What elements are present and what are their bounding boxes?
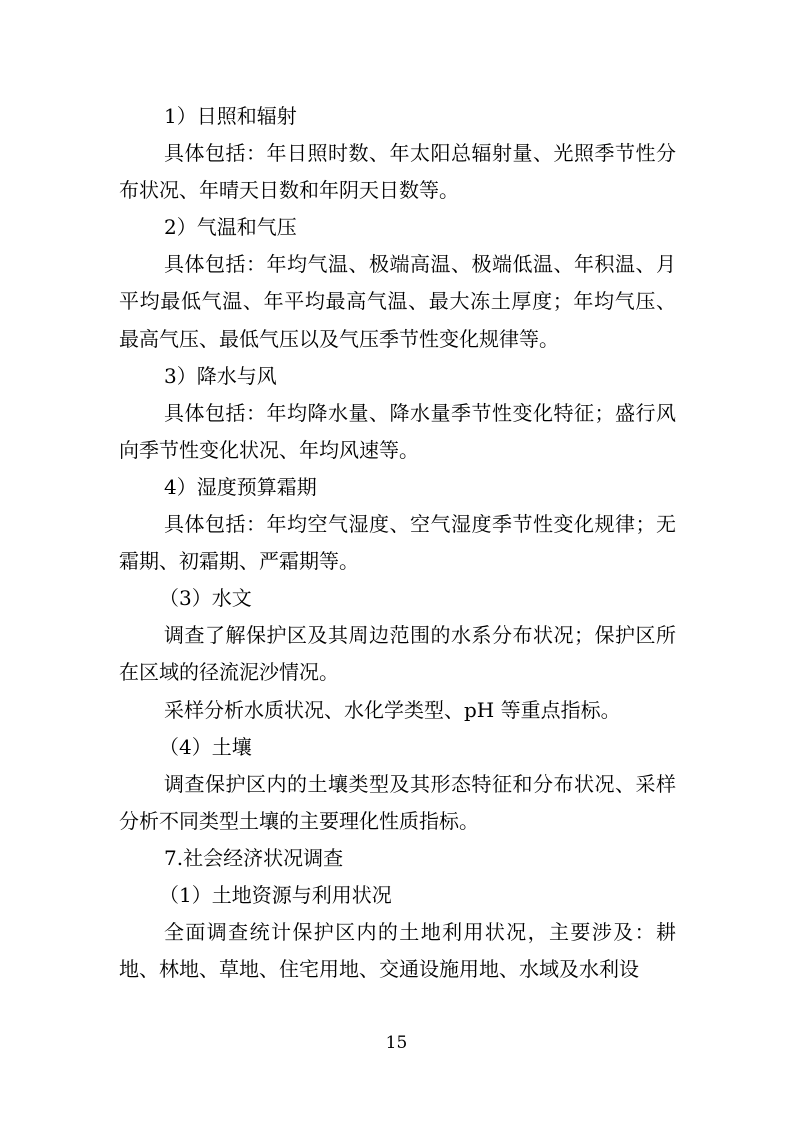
paragraph-precipitation-wind-details: 具体包括：年均降水量、降水量季节性变化特征；盛行风向季节性变化状况、年均风速等。 — [119, 400, 676, 462]
paragraph-soil-survey: 调查保护区内的土壤类型及其形态特征和分布状况、采样分析不同类型土壤的主要理化性质指标。 — [119, 771, 676, 833]
section-heading-hydrology: （3）水文 — [159, 586, 252, 611]
paragraph-temperature-pressure-details: 具体包括：年均气温、极端高温、极端低温、年积温、月平均最低气温、年平均最高气温、最大冻土厚度；年均气压、最高气压、最低气压以及气压季节性变化规律等。 — [119, 252, 676, 351]
subheading-sunshine: 1）日照和辐射 — [164, 104, 297, 128]
section-heading-soil: （4）土壤 — [159, 734, 252, 759]
paragraph-humidity-frost-details: 具体包括：年均空气湿度、空气湿度季节性变化规律；无霜期、初霜期、严霜期等。 — [119, 512, 676, 574]
subheading-precipitation-wind: 3）降水与风 — [164, 363, 277, 388]
paragraph-land-use: 全面调查统计保护区内的土地利用状况，主要涉及：耕地、林地、草地、住宅用地、交通设施用地、水域及水利设 — [119, 920, 676, 982]
page-number: 15 — [385, 1033, 408, 1053]
chapter-heading-socioeconomic: 7.社会经济状况调查 — [164, 845, 344, 870]
paragraph-water-quality: 采样分析水质状况、水化学类型、pH 等重点指标。 — [164, 697, 621, 722]
subheading-temperature-pressure: 2）气温和气压 — [164, 215, 297, 240]
paragraph-sunshine-details: 具体包括：年日照时数、年太阳总辐射量、光照季节性分布状况、年晴天日数和年阴天日数等。 — [119, 141, 676, 203]
document-body — [119, 98, 676, 988]
subheading-humidity-frost: 4）湿度预算霜期 — [164, 474, 317, 499]
section-heading-land-resources: （1）土地资源与利用状况 — [159, 882, 392, 907]
paragraph-hydrology-survey: 调查了解保护区及其周边范围的水系分布状况；保护区所在区域的径流泥沙情况。 — [119, 623, 676, 685]
